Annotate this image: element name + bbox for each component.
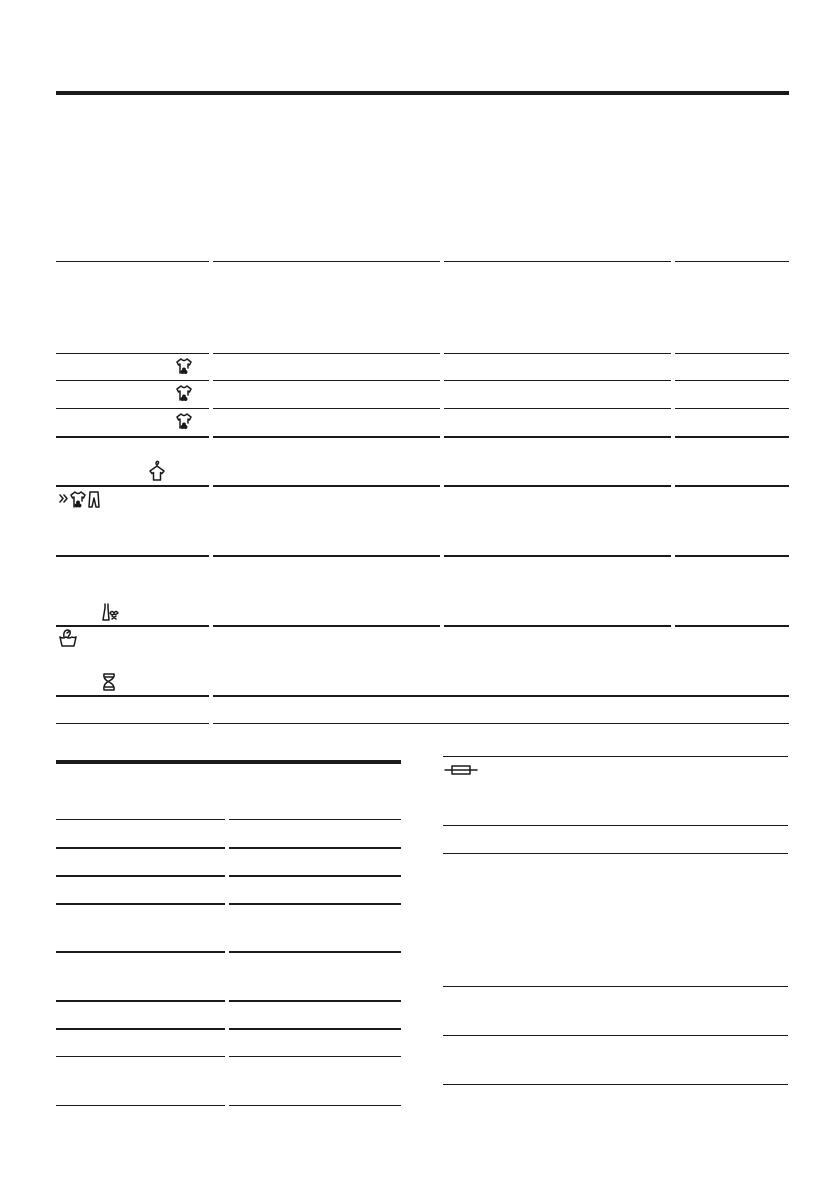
hand-wash-tub-icon (58, 628, 78, 648)
dress-delicates-icon (101, 602, 121, 622)
table-row-divider (443, 1035, 788, 1036)
table-row-divider (56, 555, 789, 557)
table-row-divider (56, 695, 789, 697)
table-row-divider (56, 485, 789, 487)
table-header-rule (56, 760, 401, 764)
table-row-divider (56, 625, 789, 627)
column-gap (671, 255, 675, 695)
header-rule (56, 91, 789, 95)
fuse-icon (444, 764, 478, 776)
table-row-divider (56, 408, 789, 409)
table-row-divider (443, 756, 788, 757)
shirt-cotton-icon (175, 357, 193, 375)
table-row-divider (56, 380, 789, 381)
table-row-divider (443, 986, 788, 987)
table-row-divider (443, 853, 788, 854)
table-row-divider (56, 723, 789, 724)
table-row-divider (56, 436, 789, 438)
table-row-divider (443, 1084, 788, 1085)
shirt-cotton-icon (175, 412, 193, 430)
wool-yarn-icon (101, 672, 117, 692)
table-header-rule (56, 261, 789, 262)
column-gap (225, 816, 229, 1108)
shirt-cotton-icon (175, 384, 193, 402)
column-gap (209, 255, 213, 725)
shirt-hanger-icon (147, 460, 167, 482)
mix-fast-icon (59, 489, 115, 509)
column-gap (440, 255, 444, 695)
table-row-divider (56, 353, 789, 354)
table-row-divider (443, 825, 788, 826)
